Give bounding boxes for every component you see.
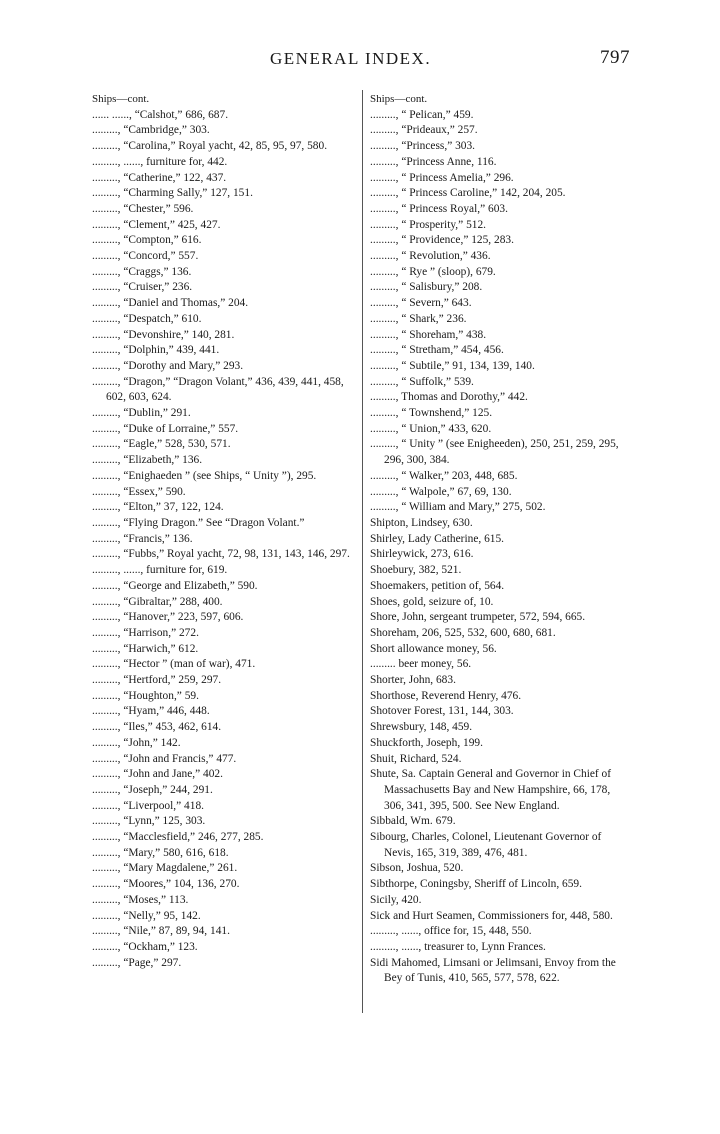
index-entry: ........., “ Princess Royal,” 603.	[370, 202, 508, 215]
index-entry: Shorter, John, 683.	[370, 674, 456, 687]
index-entry: Sick and Hurt Seamen, Commissioners for, 448, 580.	[370, 909, 613, 922]
index-entry: ........., “ Princess Amelia,” 296.	[370, 171, 514, 184]
index-entry: ........., “ William and Mary,” 275, 502.	[370, 501, 546, 514]
index-entry: ........., “ Pelican,” 459.	[370, 108, 474, 121]
index-entry: Shoreham, 206, 525, 532, 600, 680, 681.	[370, 626, 556, 639]
index-entry: ........., “ Rye ” (sloop), 679.	[370, 265, 496, 278]
index-entry: ........., “Flying Dragon.” See “Dragon Volant.”	[92, 516, 305, 529]
index-entry: ........., “Despatch,” 610.	[92, 312, 202, 325]
index-entry: Shotover Forest, 131, 144, 303.	[370, 705, 514, 718]
index-entry: ........., “ Subtile,” 91, 134, 139, 140.	[370, 359, 535, 372]
index-entry: ........., “Dolphin,” 439, 441.	[92, 344, 220, 357]
index-entry: Shorthose, Reverend Henry, 476.	[370, 689, 522, 702]
index-entry: ........., ......, furniture for, 442.	[92, 155, 228, 168]
index-entry: Short allowance money, 56.	[370, 642, 497, 655]
left-column-heading: Ships—cont.	[92, 93, 150, 105]
index-entry: ........., “Houghton,” 59.	[92, 689, 199, 702]
index-entry: ........., “Lynn,” 125, 303.	[92, 815, 206, 828]
index-entry: ........., “ Shark,” 236.	[370, 312, 467, 325]
index-entry: ........., “ Revolution,” 436.	[370, 250, 491, 263]
index-entry: ........., “Dublin,” 291.	[92, 407, 191, 420]
index-entry: ........., “ Walpole,” 67, 69, 130.	[370, 485, 512, 498]
index-entry: ........., “Moses,” 113.	[92, 893, 189, 906]
index-entry: Shipton, Lindsey, 630.	[370, 516, 473, 529]
index-entry: ........., “Dorothy and Mary,” 293.	[92, 359, 244, 372]
index-entry: Shoes, gold, seizure of, 10.	[370, 595, 494, 608]
index-entry: ........., “Catherine,” 122, 437.	[92, 171, 227, 184]
index-entry: ........., “Elizabeth,” 136.	[92, 454, 203, 467]
index-entry: Shirley, Lady Catherine, 615.	[370, 532, 505, 545]
index-entry: ........., “ Severn,” 643.	[370, 297, 472, 310]
index-entry: ........., “ Shoreham,” 438.	[370, 328, 487, 341]
page-number: 797	[600, 47, 630, 68]
index-entry: ........., “Ockham,” 123.	[92, 940, 198, 953]
right-index-column	[370, 92, 632, 987]
index-entry: ........., “ Unity ” (see Enigheeden), 250, 251, 259, 295, 296, 300, 384.	[370, 438, 619, 467]
index-entry: ........., “ Stretham,” 454, 456.	[370, 344, 504, 357]
index-entry: ........., “Nelly,” 95, 142.	[92, 909, 201, 922]
index-entry: ........., “John and Francis,” 477.	[92, 752, 237, 765]
index-entry: ........., “Page,” 297.	[92, 956, 182, 969]
index-entry: ........., “Prideaux,” 257.	[370, 124, 478, 137]
index-entry: ........., “Liverpool,” 418.	[92, 799, 204, 812]
index-entry: ........., “Hector ” (man of war), 471.	[92, 658, 256, 671]
index-entry: Shrewsbury, 148, 459.	[370, 721, 473, 734]
index-entry: ........., “Gibraltar,” 288, 400.	[92, 595, 223, 608]
index-entry: ........., “Harwich,” 612.	[92, 642, 199, 655]
index-entry: ........., “ Providence,” 125, 283.	[370, 234, 514, 247]
index-entry: ...... ......, “Calshot,” 686, 687.	[92, 108, 229, 121]
index-entry: ........., “Mary,” 580, 616, 618.	[92, 846, 229, 859]
index-entry: ........., “Mary Magdalene,” 261.	[92, 862, 238, 875]
index-entry: ........., “Cruiser,” 236.	[92, 281, 193, 294]
index-entry: ........., “Francis,” 136.	[92, 532, 193, 545]
index-entry: ........., “John and Jane,” 402.	[92, 768, 223, 781]
page-title: GENERAL INDEX.	[270, 49, 432, 68]
index-entry: ........., ......, furniture for, 619.	[92, 564, 228, 577]
index-entry: Sibourg, Charles, Colonel, Lieutenant Governor of Nevis, 165, 319, 389, 476, 481.	[370, 831, 602, 859]
column-divider	[362, 90, 363, 1013]
index-entry: ........., “Compton,” 616.	[92, 234, 202, 247]
index-entry: ........., “John,” 142.	[92, 736, 181, 749]
index-entry: ........., “Harrison,” 272.	[92, 626, 199, 639]
index-entry: ........., “Duke of Lorraine,” 557.	[92, 422, 239, 435]
index-entry: ........., “ Princess Caroline,” 142, 204, 205.	[370, 187, 566, 200]
right-column-heading: Ships—cont.	[370, 93, 428, 105]
index-entry: ........., “Joseph,” 244, 291.	[92, 783, 213, 796]
index-entry: ........., “Hyam,” 446, 448.	[92, 705, 210, 718]
index-entry: ........., “Princess Anne, 116.	[370, 155, 497, 168]
index-entry: ........., “Devonshire,” 140, 281.	[92, 328, 235, 341]
index-entry: ........., “Daniel and Thomas,” 204.	[92, 297, 249, 310]
index-entry: ........., “ Walker,” 203, 448, 685.	[370, 469, 518, 482]
index-entry: Shore, John, sergeant trumpeter, 572, 594, 665.	[370, 611, 586, 624]
index-entry: ........., “Iles,” 453, 462, 614.	[92, 721, 222, 734]
index-entry: Shuit, Richard, 524.	[370, 752, 462, 765]
index-entry: ........., “Carolina,” Royal yacht, 42, 85, 95, 97, 580.	[92, 140, 328, 153]
left-index-column	[92, 92, 354, 971]
index-entry: ........., “Nile,” 87, 89, 94, 141.	[92, 925, 230, 938]
index-entry: Shoemakers, petition of, 564.	[370, 579, 505, 592]
index-entry: ........., “ Prosperity,” 512.	[370, 218, 486, 231]
index-entry: ........., “Craggs,” 136.	[92, 265, 192, 278]
index-entry: Shuckforth, Joseph, 199.	[370, 736, 483, 749]
index-entry: ........., “ Suffolk,” 539.	[370, 375, 474, 388]
index-entry: ........., “Macclesfield,” 246, 277, 285.	[92, 831, 264, 844]
index-entry: ........., “Hertford,” 259, 297.	[92, 674, 222, 687]
index-entry: ........., ......, treasurer to, Lynn Frances.	[370, 940, 546, 953]
index-entry: Sibbald, Wm. 679.	[370, 815, 456, 828]
index-entry: ........., “George and Elizabeth,” 590.	[92, 579, 258, 592]
index-entry: ........., “Concord,” 557.	[92, 250, 199, 263]
index-entry: ......... beer money, 56.	[370, 658, 472, 671]
index-entry: Shirleywick, 273, 616.	[370, 548, 474, 561]
index-entry: ........., “ Salisbury,” 208.	[370, 281, 483, 294]
index-entry: Shute, Sa. Captain General and Governor in Chief of Massachusetts Bay and New Hampshire, 66, 178, 306, 341, 395, 500. See New England.	[370, 768, 612, 812]
index-entry: ........., “Princess,” 303.	[370, 140, 476, 153]
index-entry: ........., “Moores,” 104, 136, 270.	[92, 878, 240, 891]
index-entry: Sidi Mahomed, Limsani or Jelimsani, Envoy from the Bey of Tunis, 410, 565, 577, 578, 622.	[370, 956, 616, 985]
index-entry: Sibson, Joshua, 520.	[370, 862, 464, 875]
index-entry: Sicily, 420.	[370, 893, 422, 906]
index-entry: Shoebury, 382, 521.	[370, 564, 462, 577]
index-entry: ........., “Eagle,” 528, 530, 571.	[92, 438, 231, 451]
index-entry: ........., “Dragon,” “Dragon Volant,” 436, 439, 441, 458, 602, 603, 624.	[92, 375, 344, 404]
index-entry: ........., “Essex,” 590.	[92, 485, 186, 498]
index-entry: ........., “ Townshend,” 125.	[370, 407, 493, 420]
index-entry: ........., “Enighaeden ” (see Ships, “ Unity ”), 295.	[92, 469, 317, 482]
index-entry: ........., ......, office for, 15, 448, 550.	[370, 925, 532, 938]
index-entry: ........., Thomas and Dorothy,” 442.	[370, 391, 528, 404]
running-head	[0, 47, 720, 75]
index-entry: ........., “Elton,” 37, 122, 124.	[92, 501, 224, 514]
index-entry: ........., “Fubbs,” Royal yacht, 72, 98, 131, 143, 146, 297.	[92, 548, 350, 561]
index-entry: ........., “Chester,” 596.	[92, 202, 194, 215]
index-entry: Sibthorpe, Coningsby, Sheriff of Lincoln, 659.	[370, 878, 582, 891]
index-entry: ........., “Charming Sally,” 127, 151.	[92, 187, 253, 200]
index-entry: ........., “ Union,” 433, 620.	[370, 422, 492, 435]
index-entry: ........., “Hanover,” 223, 597, 606.	[92, 611, 244, 624]
index-entry: ........., “Cambridge,” 303.	[92, 124, 210, 137]
index-entry: ........., “Clement,” 425, 427.	[92, 218, 221, 231]
